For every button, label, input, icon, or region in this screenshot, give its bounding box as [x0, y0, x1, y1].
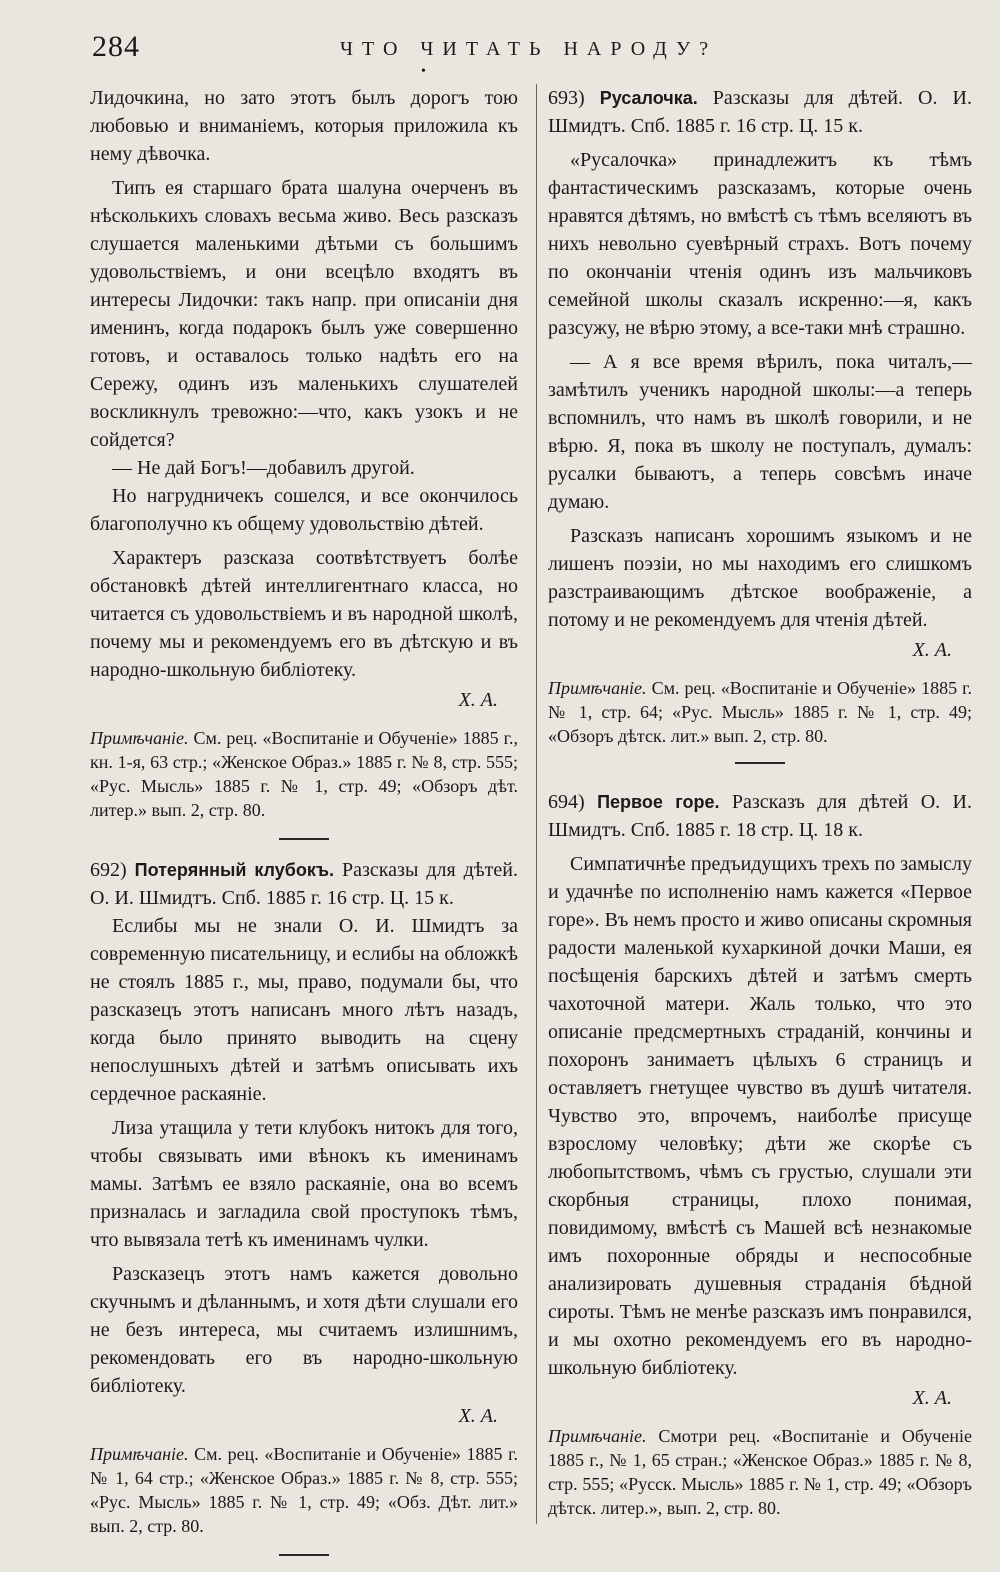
- footnote-text: Смотри рец. «Воспитаніе и Обученіе 1885 г., № 1, 65 стран.; «Женское Образ.» 1885 г. № 8, стр. 555; «Русск. Мысль» 1885 г. № 1, стр. 49; «Обзоръ дѣтск. литер.», вып. 2, стр. 80.: [548, 1426, 973, 1518]
- header-dot: •: [421, 64, 426, 79]
- left-column: [90, 84, 518, 1572]
- footnote-text: См. рец. «Воспитаніе и Обученіе» 1885 г., кн. 1-я, 63 стр.; «Женское Образ.» 1885 г. № 8, стр. 555; «Рус. Мысль» 1885 г. № 1, стр. 49; «Обзоръ дѣт. литер.» вып. 2, стр. 80.: [90, 728, 518, 820]
- right-column: [548, 84, 972, 1520]
- entry-details: Разсказъ для дѣтей О. И. Шмидтъ. Спб. 1885 г. 18 стр. Ц. 18 к.: [548, 791, 973, 841]
- paragraph: Типъ ея старшаго брата шалуна очерченъ въ нѣсколькихъ словахъ весьма живо. Весь разсказъ слушается маленькими дѣтьми съ большимъ удовольствіемъ, и они всецѣло входятъ въ интересы Лидочки: такъ напр. при описаніи дня именинъ, когда подарокъ былъ уже совершенно готовъ, и оставалось только надѣть его на Сережу, одинъ изъ маленькихъ слушателей воскликнулъ тревожно:—что, какъ узокъ и не сойдется?: [90, 177, 518, 451]
- paragraph: Разсказъ написанъ хорошимъ языкомъ и не лишенъ поэзіи, но мы находимъ его слишкомъ разстраивающимъ дѣтское воображеніе, а потому и не рекомендуемъ для чтенія дѣтей.: [548, 525, 972, 631]
- footnote-text: См. рец. «Воспитаніе и Обученіе» 1885 г. № 1, 64 стр.; «Женское Образ.» 1885 г. № 8, стр. 555; «Рус. Мысль» 1885 г. № 1, стр. 49; «Обз. Дѣт. лит.» вып. 2, стр. 80.: [90, 1444, 518, 1536]
- paragraph: Симпатичнѣе предъидущихъ трехъ по замыслу и удачнѣе по исполненію намъ кажется «Первое горе». Въ немъ просто и живо описаны скромныя радости маленькой кухаркиной дочки Маши, ея посѣщенія барскихъ дѣтей и затѣмъ смерть чахоточной матери. Жаль только, что это описаніе предсмертныхъ страданій, кончины и похоронъ занимаетъ цѣлыхъ 6 страницъ и оставляетъ гнетущее чувство въ душѣ читателя. Чувство это, впрочемъ, наиболѣе присуще взрослому человѣку; дѣти же скорѣе съ любопытствомъ, чѣмъ съ грустью, слушали эти скорбныя страницы, плохо понимая, повидимому, вмѣстѣ съ Машей всѣ незнакомые имъ похоронные обряды и неспособные анализировать душевныя страданія бѣдной сироты. Тѣмъ не менѣе разсказъ имъ понравился, и мы охотно рекомендуемъ его въ народно-школьную библіотеку.: [548, 853, 972, 1379]
- footnote-label: Примѣчаніе.: [90, 1444, 189, 1464]
- footnote-label: Примѣчаніе.: [548, 678, 647, 698]
- footnote-label: Примѣчаніе.: [548, 1426, 647, 1446]
- footnote-label: Примѣчаніе.: [90, 728, 189, 748]
- column-rule: [536, 84, 537, 1524]
- paragraph: Разсказецъ этотъ намъ кажется довольно скучнымъ и дѣланнымъ, и хотя дѣти слушали его не безъ интереса, мы считаемъ излишнимъ, рекомендовать его въ народно-школьную библіотеку.: [90, 1263, 518, 1397]
- paragraph: Лидочкина, но зато этотъ былъ дорогъ тою любовью и вниманіемъ, которыя приложила къ нему дѣвочка.: [90, 87, 518, 165]
- entry-title: Первое горе.: [597, 792, 720, 812]
- paragraph: «Русалочка» принадлежитъ къ тѣмъ фантастическимъ разсказамъ, которые очень нравятся дѣтямъ, но вмѣстѣ съ тѣмъ вселяютъ въ нихъ невольно суевѣрный страхъ. Вотъ почему по окончаніи чтенія одинъ изъ мальчиковъ семейной школы сказалъ искренно:—я, какъ разсужу, не вѣрю этому, а все-таки мнѣ страшно.: [548, 149, 972, 339]
- paragraph: Лиза утащила у тети клубокъ нитокъ для того, чтобы связывать ими вѣнокъ къ именинамъ мамы. Затѣмъ ее взяло раскаяніе, она во всемъ призналась и загладила свой проступокъ тѣмъ, что вывязала тетѣ къ именинамъ чулки.: [90, 1117, 518, 1251]
- entry-title: Потерянный клубокъ.: [134, 860, 335, 880]
- paragraph: — А я все время вѣрилъ, пока читалъ,— замѣтилъ ученикъ народной школы:—а теперь вспомнилъ, что намъ въ школѣ говорили, и не вѣрю. Я, пока въ школу не поступалъ, думалъ: русалки бываютъ, а теперь совсѣмъ иначе думаю.: [548, 351, 972, 513]
- entry-details: Разсказы для дѣтей. О. И. Шмидтъ. Спб. 1885 г. 16 стр. Ц. 15 к.: [548, 87, 972, 137]
- paragraph: Но нагрудничекъ сошелся, и все окончилось благополучно къ общему удовольствію дѣтей.: [90, 485, 518, 535]
- entry-heading: [548, 788, 972, 844]
- signature: Х. А.: [458, 689, 498, 711]
- running-title: ЧТО ЧИТАТЬ НАРОДУ?: [340, 38, 718, 60]
- signature: Х. А.: [912, 639, 952, 661]
- footnote: [548, 1424, 972, 1520]
- entry-title: Русалочка.: [599, 88, 698, 108]
- section-divider: [279, 838, 329, 840]
- entry-number: 693): [548, 87, 585, 109]
- footnote: [90, 726, 518, 822]
- section-divider: [279, 1554, 329, 1556]
- signature: Х. А.: [912, 1387, 952, 1409]
- paragraph: — Не дай Богъ!—добавилъ другой.: [112, 457, 415, 479]
- signature: Х. А.: [458, 1405, 498, 1427]
- footnote: [90, 1442, 518, 1538]
- footnote: [548, 676, 972, 748]
- entry-heading: [548, 84, 972, 140]
- page-number: 284: [92, 30, 140, 63]
- entry-heading: [90, 856, 518, 912]
- paragraph: Еслибы мы не знали О. И. Шмидтъ за современную писательницу, и еслибы на обложкѣ не стоялъ 1885 г., мы, право, подумали бы, что разсказецъ этотъ написанъ много лѣтъ назадъ, когда было принято выводить на сцену непослушныхъ дѣтей и затѣмъ описывать ихъ сердечное раскаяніе.: [90, 915, 518, 1105]
- paragraph: Характеръ разсказа соотвѣтствуетъ болѣе обстановкѣ дѣтей интеллигентнаго класса, но читается съ удовольствіемъ и въ народной школѣ, почему мы и рекомендуемъ его въ дѣтскую и въ народно-школьную библіотеку.: [90, 547, 518, 681]
- footnote-text: См. рец. «Воспитаніе и Обученіе» 1885 г. № 1, стр. 64; «Рус. Мысль» 1885 г. № 1, стр. 49; «Обзоръ дѣтск. лит.» вып. 2, стр. 80.: [548, 678, 972, 746]
- entry-details: Разсказы для дѣтей. О. И. Шмидтъ. Спб. 1885 г. 16 стр. Ц. 15 к.: [90, 859, 518, 909]
- entry-number: 694): [548, 791, 585, 813]
- section-divider: [735, 762, 785, 764]
- entry-number: 692): [90, 859, 127, 881]
